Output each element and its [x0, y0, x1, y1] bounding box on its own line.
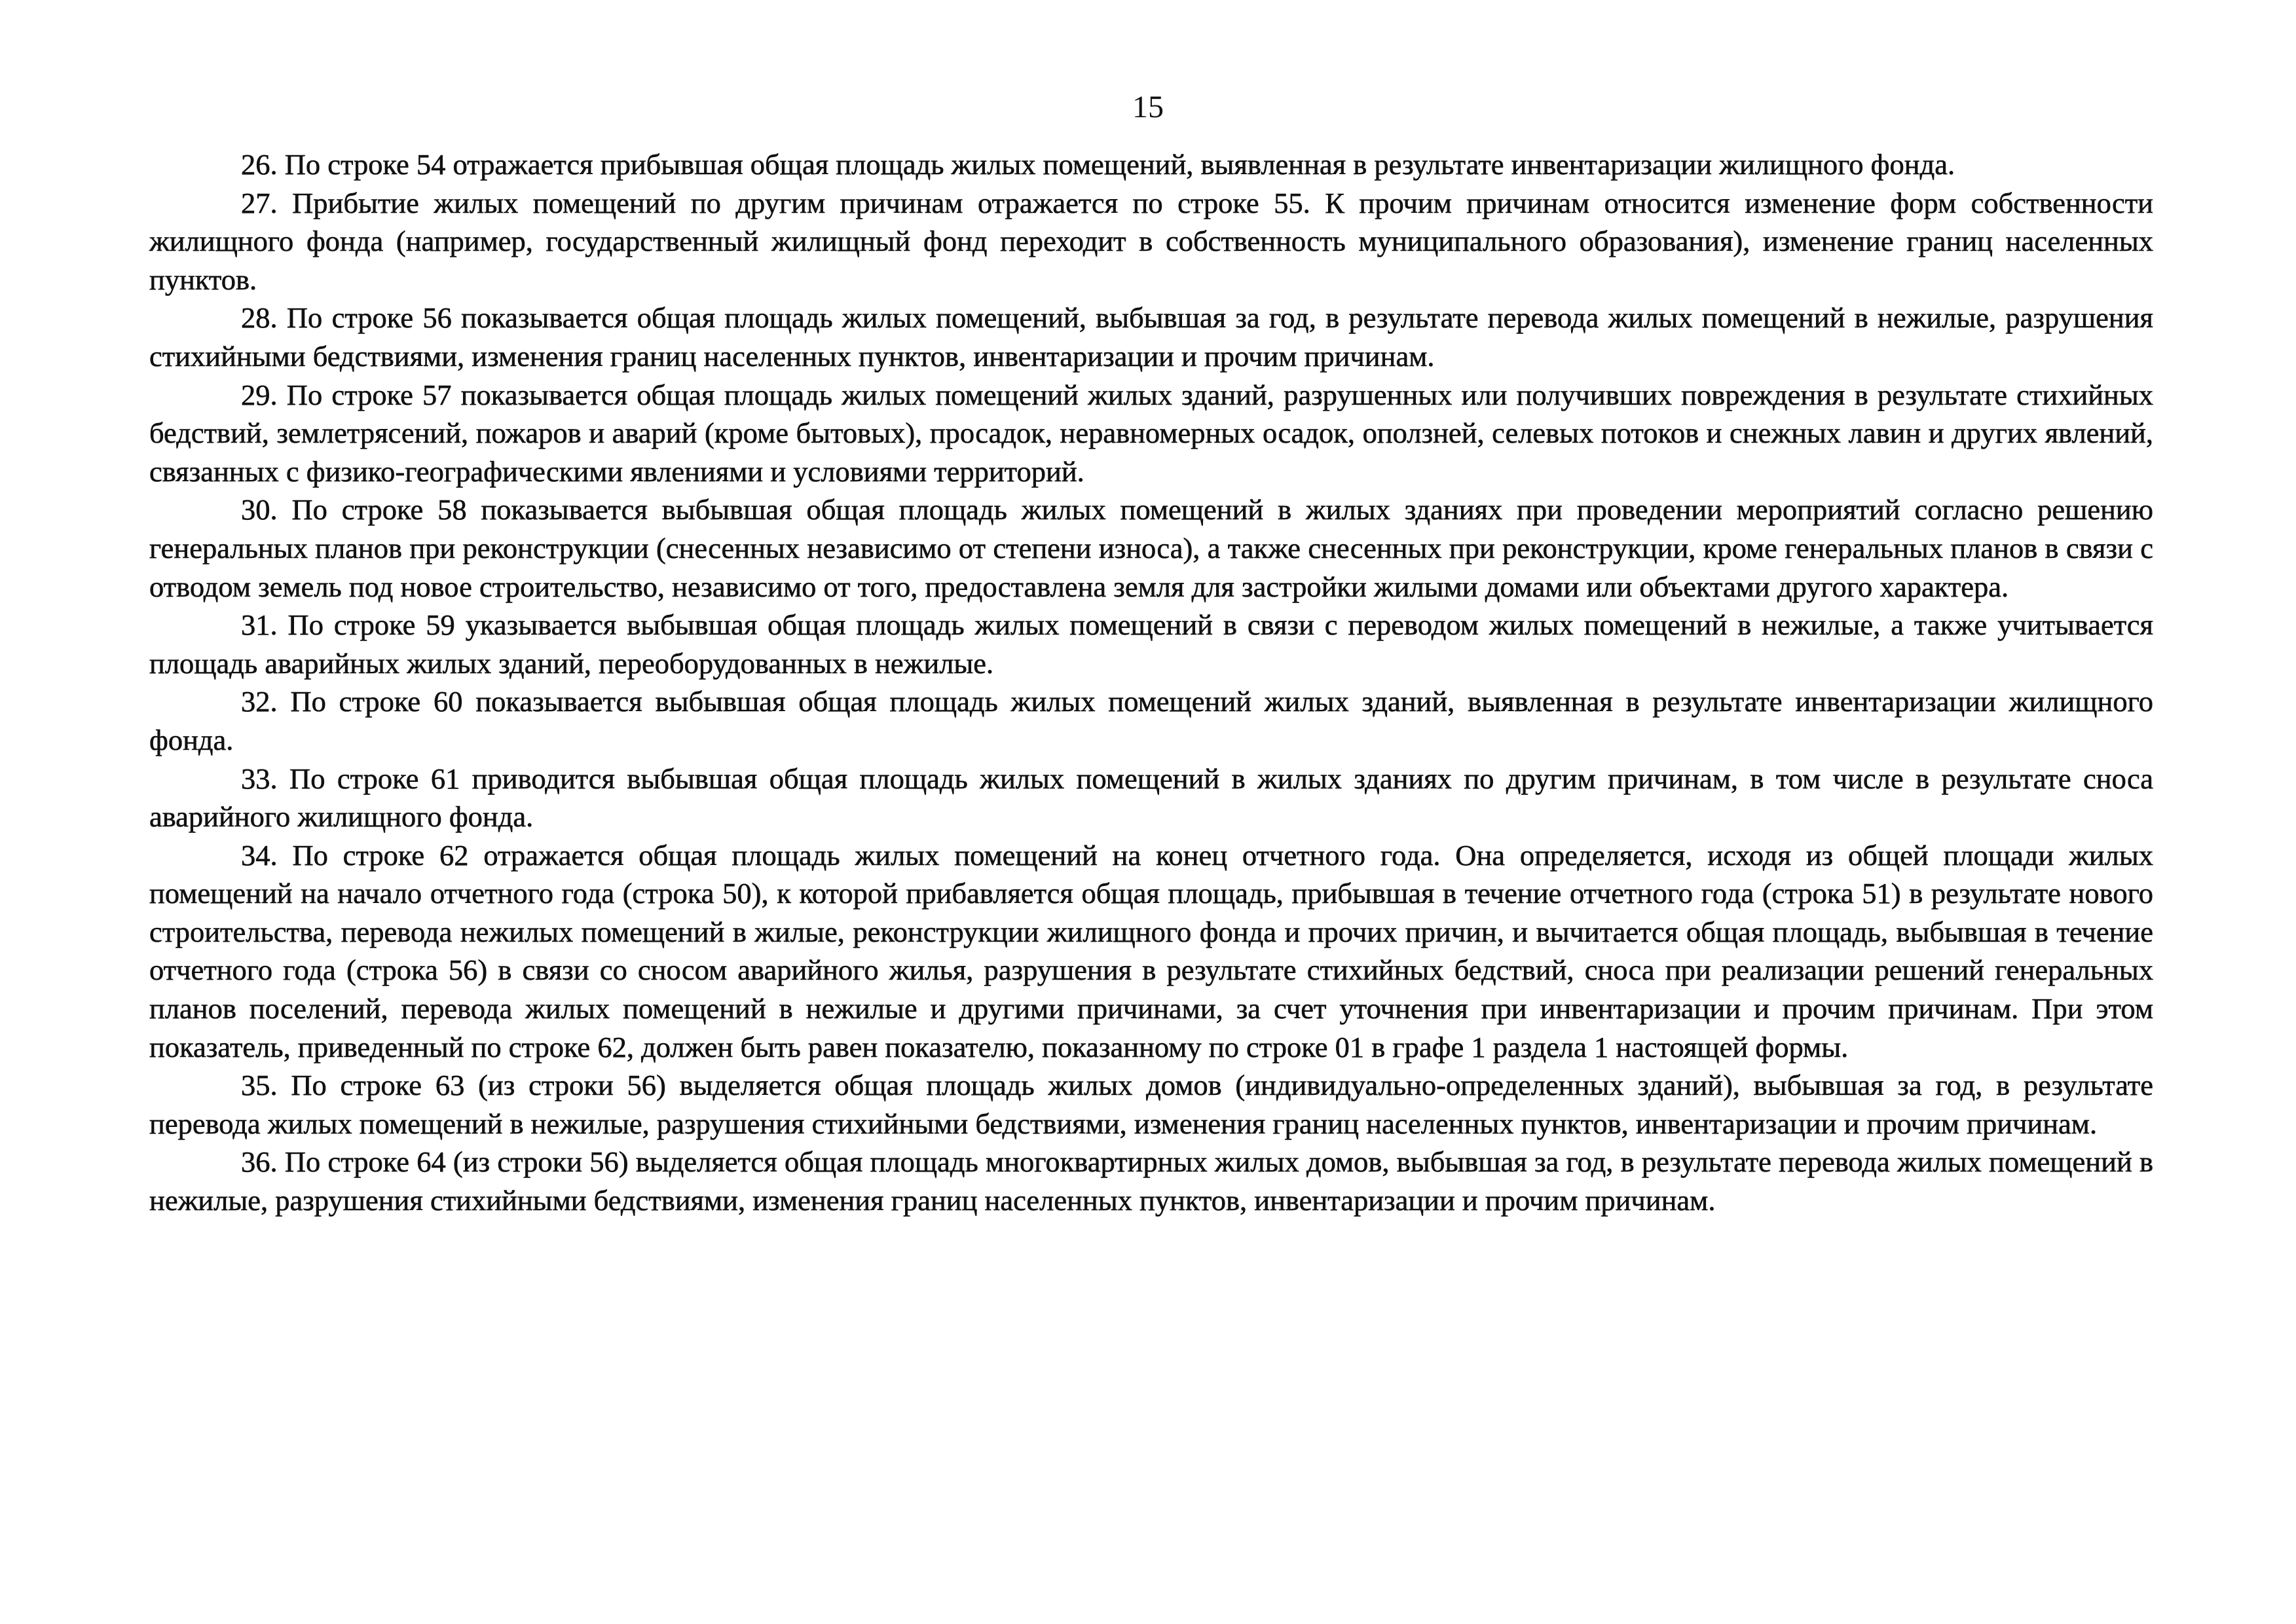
paragraph-35: 35. По строке 63 (из строки 56) выделяется общая площадь жилых домов (индивидуально-определенных зданий), выбывшая за год, в результате перевода жилых помещений в нежилые, разрушения стихийными бедствиями, изменения границ населенных пунктов, инвентаризации и прочим причинам.: [149, 1069, 2153, 1140]
page-number: 15: [1132, 90, 1164, 124]
paragraph-36: 36. По строке 64 (из строки 56) выделяется общая площадь многоквартирных жилых домов, выбывшая за год, в результате перевода жилых помещений в нежилые, разрушения стихийными бедствиями, изменения границ населенных пунктов, инвентаризации и прочим причинам.: [149, 1145, 2153, 1217]
document-body: [149, 145, 2153, 1220]
paragraph-34: 34. По строке 62 отражается общая площадь жилых помещений на конец отчетного года. Она определяется, исходя из общей площади жилых помещений на начало отчетного года (строка 50), к которой прибавляется общая площадь, прибывшая в течение отчетного года (строка 51) в результате нового строительства, перевода нежилых помещений в жилые, реконструкции жилищного фонда и прочих причин, и вычитается общая площадь, выбывшая в течение отчетного года (строка 56) в связи со сносом аварийного жилья, разрушения в результате стихийных бедствий, сноса при реализации решений генеральных планов поселений, перевода жилых помещений в нежилые и другими причинами, за счет уточнения при инвентаризации и прочим причинам. При этом показатель, приведенный по строке 62, должен быть равен показателю, показанному по строке 01 в графе 1 раздела 1 настоящей формы.: [149, 838, 2153, 1063]
paragraph-29: 29. По строке 57 показывается общая площадь жилых помещений жилых зданий, разрушенных или получивших повреждения в результате стихийных бедствий, землетрясений, пожаров и аварий (кроме бытовых), просадок, неравномерных осадок, оползней, селевых потоков и снежных лавин и других явлений, связанных с физико-географическими явлениями и условиями территорий.: [149, 378, 2153, 488]
paragraph-28: 28. По строке 56 показывается общая площадь жилых помещений, выбывшая за год, в результате перевода жилых помещений в нежилые, разрушения стихийными бедствиями, изменения границ населенных пунктов, инвентаризации и прочим причинам.: [149, 301, 2153, 373]
paragraph-27: 27. Прибытие жилых помещений по другим причинам отражается по строке 55. К прочим причинам относится изменение форм собственности жилищного фонда (например, государственный жилищный фонд переходит в собственность муниципального образования), изменение границ населенных пунктов.: [149, 186, 2153, 296]
paragraph-31: 31. По строке 59 указывается выбывшая общая площадь жилых помещений в связи с переводом жилых помещений в нежилые, а также учитывается площадь аварийных жилых зданий, переоборудованных в нежилые.: [149, 608, 2153, 680]
paragraph-32: 32. По строке 60 показывается выбывшая общая площадь жилых помещений жилых зданий, выявленная в результате инвентаризации жилищного фонда.: [149, 685, 2153, 756]
paragraph-26: 26. По строке 54 отражается прибывшая общая площадь жилых помещений, выявленная в результате инвентаризации жилищного фонда.: [241, 148, 1955, 181]
paragraph-30: 30. По строке 58 показывается выбывшая общая площадь жилых помещений в жилых зданиях при проведении мероприятий согласно решению генеральных планов при реконструкции (снесенных независимо от степени износа), а также снесенных при реконструкции, кроме генеральных планов в связи с отводом земель под новое строительство, независимо от того, предоставлена земля для застройки жилыми домами или объектами другого характера.: [149, 493, 2153, 603]
paragraph-33: 33. По строке 61 приводится выбывшая общая площадь жилых помещений в жилых зданиях по другим причинам, в том числе в результате сноса аварийного жилищного фонда.: [149, 762, 2153, 834]
